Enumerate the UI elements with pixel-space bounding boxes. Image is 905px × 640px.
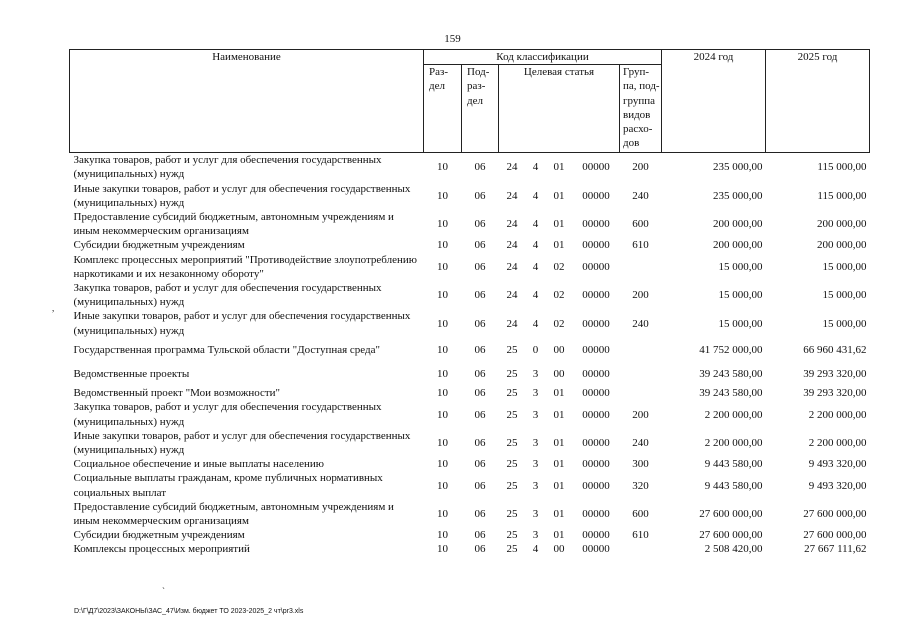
header-group: Груп- па, под- группа видов расхо- дов — [620, 65, 662, 153]
target-direction-cell: 00000 — [582, 161, 610, 174]
amount-2025-cell: 39 293 320,00 — [803, 368, 867, 381]
target-type-cell: 4 — [532, 189, 539, 202]
expense-group-cell — [620, 386, 662, 400]
target-item-cell: 02 — [553, 260, 565, 273]
row-name: Ведомственные проекты — [73, 368, 190, 381]
expense-group-cell: 600 — [632, 218, 649, 231]
target-program-cell: 24 — [506, 161, 518, 174]
podrazdel-cell: 06 — [474, 343, 486, 356]
amount-2024-cell: 200 000,00 — [713, 218, 763, 231]
row-name: Субсидии бюджетным учреждениям — [73, 239, 245, 252]
row-name: Предоставление субсидий бюджетным, автономным учреждениям и иным некоммерческим организациям — [73, 500, 394, 528]
target-type-cell: 3 — [532, 507, 539, 520]
target-program-cell: 24 — [506, 317, 518, 330]
target-program-cell: 25 — [506, 543, 518, 556]
target-program-cell: 25 — [506, 458, 518, 471]
podrazdel-cell: 06 — [474, 161, 486, 174]
razdel-cell: 10 — [437, 529, 448, 542]
row-name: Закупка товаров, работ и услуг для обеспечения государственных (муниципальных) нужд — [73, 401, 382, 428]
podrazdel-cell: 06 — [474, 507, 486, 520]
podrazdel-cell: 06 — [474, 529, 486, 542]
header-2024: 2024 год — [662, 50, 766, 153]
expense-group-cell: 600 — [632, 507, 649, 520]
target-direction-cell: 00000 — [582, 387, 610, 400]
table-body — [70, 153, 870, 557]
amount-2024-cell: 27 600 000,00 — [699, 529, 763, 542]
amount-2024-cell: 15 000,00 — [718, 289, 763, 302]
row-name: Комплексы процессных мероприятий — [73, 543, 250, 556]
target-type-cell: 4 — [532, 289, 539, 302]
target-item-cell: 02 — [553, 289, 565, 302]
podrazdel-cell: 06 — [474, 408, 486, 421]
header-razdel: Раз- дел — [424, 65, 462, 153]
podrazdel-cell: 06 — [474, 239, 486, 252]
amount-2025-cell: 66 960 431,62 — [803, 343, 867, 356]
target-item-cell: 01 — [553, 161, 565, 174]
target-type-cell: 3 — [532, 408, 539, 421]
target-program-cell: 25 — [506, 479, 518, 492]
target-item-cell: 01 — [553, 239, 565, 252]
target-direction-cell: 00000 — [582, 239, 610, 252]
table-row — [70, 386, 870, 400]
row-name: Субсидии бюджетным учреждениям — [73, 529, 245, 542]
target-type-cell: 3 — [532, 479, 539, 492]
amount-2025-cell: 39 293 320,00 — [803, 387, 867, 400]
amount-2024-cell: 39 243 580,00 — [699, 368, 763, 381]
table-row — [70, 210, 870, 238]
budget-table — [69, 49, 870, 557]
target-item-cell: 02 — [553, 317, 565, 330]
amount-2025-cell: 2 200 000,00 — [808, 408, 867, 421]
razdel-cell: 10 — [437, 543, 448, 556]
target-type-cell: 4 — [532, 161, 539, 174]
podrazdel-cell: 06 — [474, 368, 486, 381]
razdel-cell: 10 — [437, 317, 448, 330]
target-program-cell: 25 — [506, 529, 518, 542]
target-program-cell: 25 — [506, 436, 518, 449]
table-row — [70, 182, 870, 210]
row-name: Социальные выплаты гражданам, кроме публичных нормативных социальных выплат — [73, 472, 383, 499]
target-direction-cell: 00000 — [582, 458, 610, 471]
target-item-cell: 00 — [553, 368, 565, 381]
expense-group-cell: 300 — [632, 458, 649, 471]
target-type-cell: 4 — [532, 260, 539, 273]
razdel-cell: 10 — [437, 189, 448, 202]
row-name: Иные закупки товаров, работ и услуг для обеспечения государственных (муниципальных) нужд — [73, 310, 411, 337]
target-program-cell: 25 — [506, 368, 518, 381]
target-item-cell: 01 — [553, 479, 565, 492]
amount-2025-cell: 27 600 000,00 — [803, 529, 867, 542]
amount-2025-cell: 200 000,00 — [817, 218, 867, 231]
expense-group-cell: 320 — [632, 479, 649, 492]
amount-2024-cell: 9 443 580,00 — [704, 458, 763, 471]
table-row — [70, 253, 870, 281]
table-row — [70, 362, 870, 386]
target-item-cell: 01 — [553, 189, 565, 202]
target-item-cell: 01 — [553, 218, 565, 231]
amount-2025-cell: 27 667 111,62 — [804, 543, 867, 556]
podrazdel-cell: 06 — [474, 289, 486, 302]
table-row — [70, 528, 870, 542]
amount-2025-cell: 115 000,00 — [817, 161, 867, 174]
target-type-cell: 4 — [532, 543, 539, 556]
target-item-cell: 01 — [553, 436, 565, 449]
table-row — [70, 338, 870, 362]
target-direction-cell: 00000 — [582, 408, 610, 421]
target-direction-cell: 00000 — [582, 479, 610, 492]
target-program-cell: 24 — [506, 239, 518, 252]
expense-group-cell: 240 — [632, 317, 649, 330]
target-direction-cell: 00000 — [582, 529, 610, 542]
expense-group-cell: 200 — [632, 289, 649, 302]
amount-2025-cell: 15 000,00 — [822, 289, 867, 302]
table-row — [70, 238, 870, 252]
razdel-cell: 10 — [437, 239, 448, 252]
amount-2024-cell: 2 508 420,00 — [704, 543, 763, 556]
target-item-cell: 01 — [553, 458, 565, 471]
target-type-cell: 0 — [532, 343, 539, 356]
razdel-cell: 10 — [437, 218, 448, 231]
target-program-cell: 25 — [506, 343, 518, 356]
amount-2024-cell: 2 200 000,00 — [704, 436, 763, 449]
amount-2025-cell: 15 000,00 — [822, 317, 867, 330]
podrazdel-cell: 06 — [474, 543, 486, 556]
table-row — [70, 153, 870, 182]
podrazdel-cell: 06 — [474, 260, 486, 273]
target-type-cell: 4 — [532, 317, 539, 330]
target-item-cell: 00 — [553, 343, 565, 356]
header-code: Код классификации — [424, 50, 662, 65]
row-name: Иные закупки товаров, работ и услуг для обеспечения государственных (муниципальных) нужд — [73, 182, 411, 209]
file-path-footer: D:\Г\Д7\2023\ЗАКОНЫ\ЗАС_47\Изм. бюджет ТО 2023-2025_2 чт\pr3.xls — [74, 608, 304, 615]
razdel-cell: 10 — [437, 289, 448, 302]
page-number: 159 — [444, 33, 461, 45]
amount-2025-cell: 9 493 320,00 — [808, 458, 867, 471]
razdel-cell: 10 — [437, 343, 448, 356]
amount-2025-cell: 9 493 320,00 — [808, 479, 867, 492]
podrazdel-cell: 06 — [474, 317, 486, 330]
amount-2025-cell: 115 000,00 — [817, 189, 867, 202]
target-program-cell: 24 — [506, 189, 518, 202]
target-direction-cell: 00000 — [582, 218, 610, 231]
expense-group-cell: 610 — [632, 239, 649, 252]
razdel-cell: 10 — [437, 436, 448, 449]
target-direction-cell: 00000 — [582, 189, 610, 202]
target-program-cell: 25 — [506, 507, 518, 520]
amount-2024-cell: 27 600 000,00 — [699, 507, 763, 520]
razdel-cell: 10 — [437, 387, 448, 400]
razdel-cell: 10 — [437, 161, 448, 174]
podrazdel-cell: 06 — [474, 387, 486, 400]
table-row — [70, 542, 870, 556]
table-row — [70, 471, 870, 499]
row-name: Предоставление субсидий бюджетным, автономным учреждениям и иным некоммерческим организациям — [73, 211, 394, 238]
target-direction-cell: 00000 — [582, 368, 610, 381]
target-program-cell: 25 — [506, 387, 518, 400]
target-item-cell: 01 — [553, 507, 565, 520]
target-item-cell: 01 — [553, 408, 565, 421]
amount-2024-cell: 15 000,00 — [718, 260, 763, 273]
target-type-cell: 3 — [532, 368, 539, 381]
amount-2025-cell: 200 000,00 — [817, 239, 867, 252]
expense-group-cell: 240 — [632, 189, 649, 202]
target-direction-cell: 00000 — [582, 343, 610, 356]
amount-2024-cell: 235 000,00 — [713, 161, 763, 174]
header-2025: 2025 год — [766, 50, 870, 153]
target-type-cell: 3 — [532, 387, 539, 400]
amount-2025-cell: 15 000,00 — [822, 260, 867, 273]
podrazdel-cell: 06 — [474, 479, 486, 492]
amount-2024-cell: 200 000,00 — [713, 239, 763, 252]
razdel-cell: 10 — [437, 479, 448, 492]
row-name: Закупка товаров, работ и услуг для обеспечения государственных (муниципальных) нужд — [73, 282, 382, 309]
target-item-cell: 01 — [553, 529, 565, 542]
header-podrazdel: Под- раз- дел — [462, 65, 499, 153]
expense-group-cell: 200 — [632, 161, 649, 174]
header-target: Целевая статья — [499, 65, 620, 153]
row-name: Иные закупки товаров, работ и услуг для обеспечения государственных (муниципальных) нужд — [73, 429, 411, 457]
target-program-cell: 24 — [506, 260, 518, 273]
row-name: Закупка товаров, работ и услуг для обеспечения государственных (муниципальных) нужд — [73, 154, 382, 181]
target-direction-cell: 00000 — [582, 260, 610, 273]
header-name: Наименование — [70, 50, 424, 153]
row-name: Комплекс процессных мероприятий "Противодействие злоупотреблению наркотиками и их незаконному обороту" — [73, 253, 417, 280]
amount-2024-cell: 9 443 580,00 — [704, 479, 763, 492]
expense-group-cell: 240 — [632, 436, 649, 449]
table-row — [70, 281, 870, 309]
target-item-cell: 00 — [553, 543, 565, 556]
target-type-cell: 4 — [532, 218, 539, 231]
target-direction-cell: 00000 — [582, 507, 610, 520]
row-name: Социальное обеспечение и иные выплаты населению — [73, 458, 325, 471]
podrazdel-cell: 06 — [474, 189, 486, 202]
target-type-cell: 3 — [532, 529, 539, 542]
table-row — [70, 400, 870, 428]
table-row — [70, 429, 870, 457]
target-direction-cell: 00000 — [582, 317, 610, 330]
target-item-cell: 01 — [553, 387, 565, 400]
razdel-cell: 10 — [437, 368, 448, 381]
table-row — [70, 500, 870, 528]
expense-group-cell: 610 — [632, 529, 649, 542]
target-program-cell: 24 — [506, 289, 518, 302]
expense-group-cell: 200 — [632, 408, 649, 421]
target-type-cell: 3 — [532, 458, 539, 471]
expense-group-cell — [620, 253, 662, 281]
amount-2024-cell: 235 000,00 — [713, 189, 763, 202]
row-name: Государственная программа Тульской области "Доступная среда" — [73, 343, 381, 356]
stray-mark: ` — [162, 586, 165, 596]
target-type-cell: 4 — [532, 239, 539, 252]
amount-2024-cell: 2 200 000,00 — [704, 408, 763, 421]
target-direction-cell: 00000 — [582, 436, 610, 449]
target-program-cell: 25 — [506, 408, 518, 421]
razdel-cell: 10 — [437, 260, 448, 273]
podrazdel-cell: 06 — [474, 218, 486, 231]
podrazdel-cell: 06 — [474, 436, 486, 449]
target-program-cell: 24 — [506, 218, 518, 231]
amount-2024-cell: 41 752 000,00 — [699, 343, 763, 356]
table-row — [70, 457, 870, 471]
row-name: Ведомственный проект "Мои возможности" — [73, 387, 281, 400]
expense-group-cell — [620, 338, 662, 362]
razdel-cell: 10 — [437, 408, 448, 421]
amount-2025-cell: 2 200 000,00 — [808, 436, 867, 449]
razdel-cell: 10 — [437, 507, 448, 520]
razdel-cell: 10 — [437, 458, 448, 471]
target-direction-cell: 00000 — [582, 543, 610, 556]
expense-group-cell — [620, 542, 662, 556]
expense-group-cell — [620, 362, 662, 386]
podrazdel-cell: 06 — [474, 458, 486, 471]
budget-table-container — [69, 49, 869, 557]
amount-2024-cell: 15 000,00 — [718, 317, 763, 330]
amount-2025-cell: 27 600 000,00 — [803, 507, 867, 520]
target-direction-cell: 00000 — [582, 289, 610, 302]
amount-2024-cell: 39 243 580,00 — [699, 387, 763, 400]
table-row — [70, 309, 870, 337]
target-type-cell: 3 — [532, 436, 539, 449]
stray-mark: , — [52, 303, 55, 313]
